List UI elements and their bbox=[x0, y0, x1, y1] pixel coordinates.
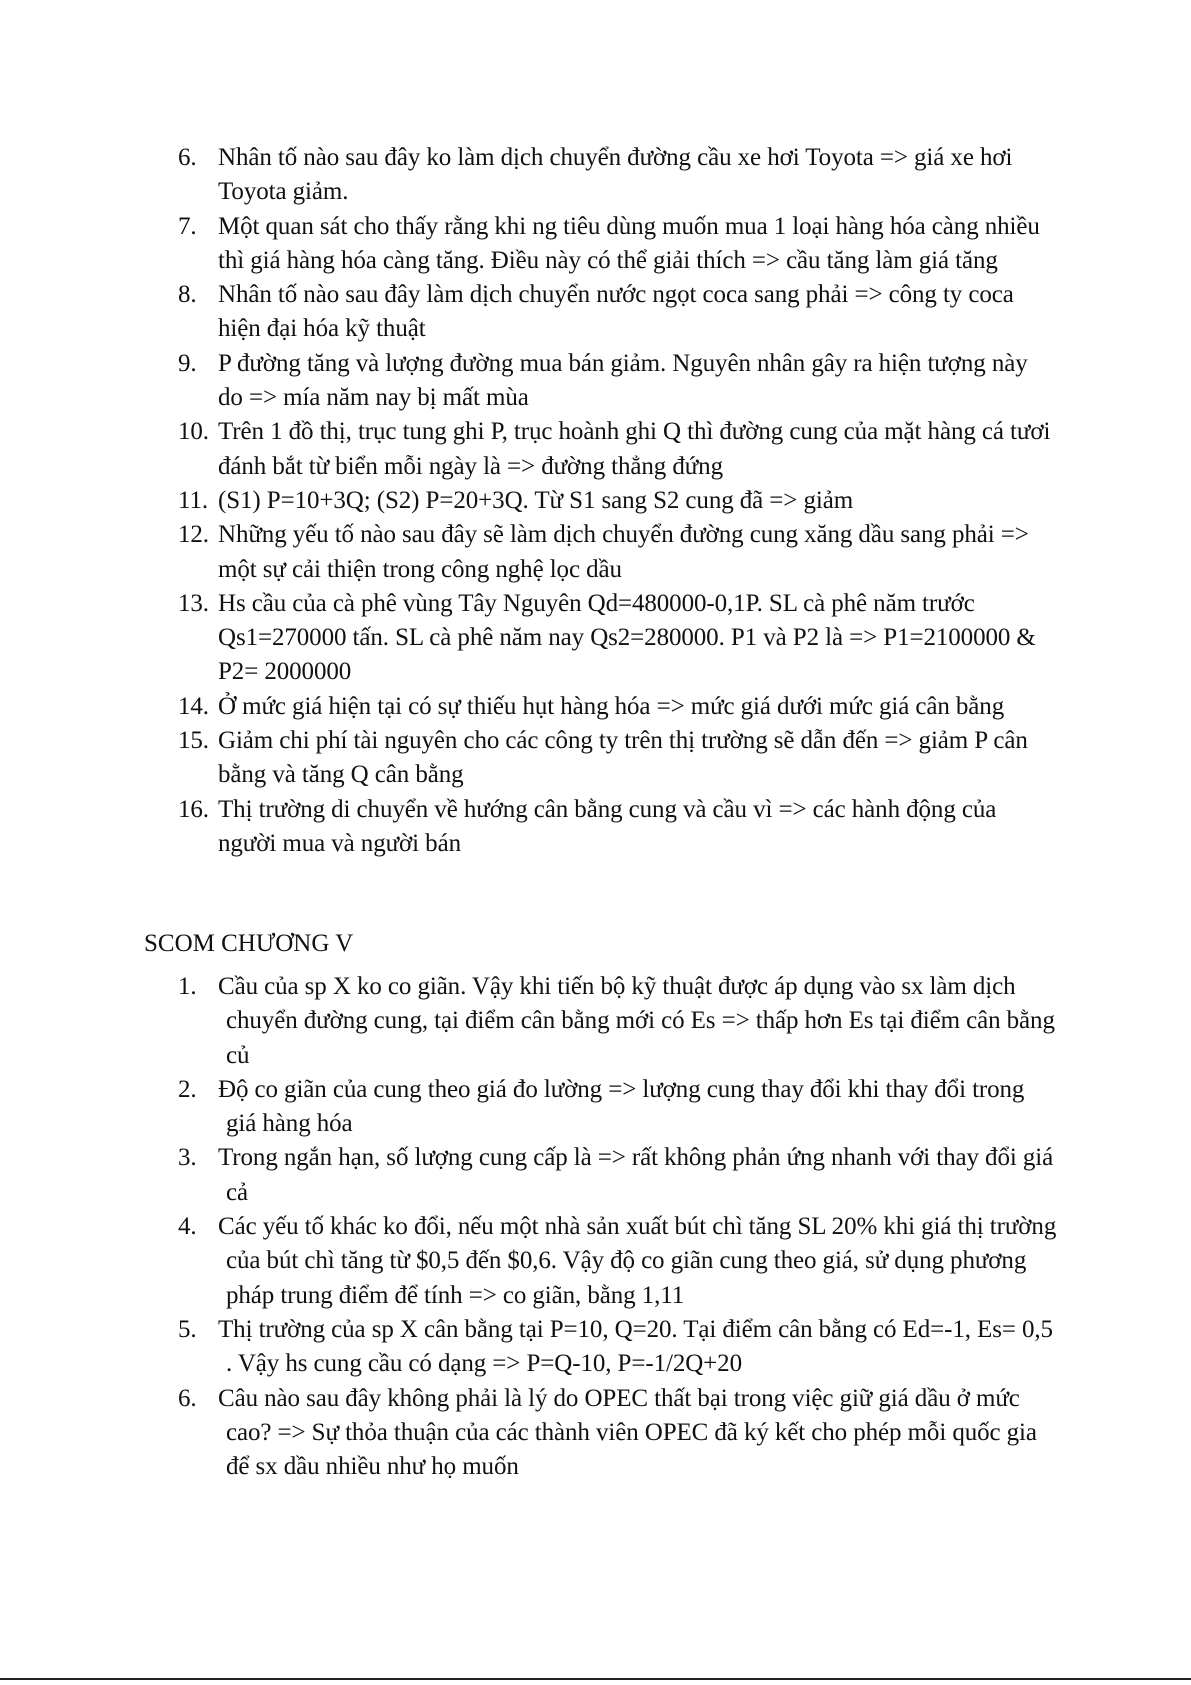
item-number: 2. bbox=[178, 1075, 197, 1103]
item-text: Trong ngắn hạn, số lượng cung cấp là => rất không phản ứng nhanh với thay đổi giá cả bbox=[218, 1144, 1054, 1206]
list-item bbox=[178, 415, 1058, 484]
item-number: 5. bbox=[178, 1315, 197, 1343]
list-item bbox=[178, 347, 1058, 416]
item-text: Một quan sát cho thấy rằng khi ng tiêu dùng muốn mua 1 loại hàng hóa càng nhiều thì giá hàng hóa càng tăng. Điều này có thể giải thích => cầu tăng làm giá tăng bbox=[218, 212, 1040, 274]
answer-list-chapter-iv bbox=[178, 141, 1058, 861]
item-text: Hs cầu của cà phê vùng Tây Nguyên Qd=480000-0,1P. SL cà phê năm trước Qs1=270000 tấn. SL cà phê năm nay Qs2=280000. P1 và P2 là => P1=2100000 & P2= 2000000 bbox=[218, 589, 1036, 686]
item-text: Thị trường của sp X cân bằng tại P=10, Q=20. Tại điểm cân bằng có Ed=-1, Es= 0,5 . Vậy hs cung cầu có dạng => P=Q-10, P=-1/2Q+20 bbox=[218, 1315, 1053, 1378]
item-number: 7. bbox=[178, 212, 197, 240]
item-text: P đường tăng và lượng đường mua bán giảm. Nguyên nhân gây ra hiện tượng này do => mía năm nay bị mất mùa bbox=[218, 349, 1028, 412]
list-item bbox=[178, 587, 1058, 690]
list-item bbox=[178, 793, 1058, 862]
item-number: 8. bbox=[178, 281, 197, 309]
list-item bbox=[178, 724, 1058, 793]
item-number: 11. bbox=[178, 486, 209, 514]
list-item bbox=[178, 1073, 1058, 1142]
item-number: 15. bbox=[178, 727, 209, 755]
item-number: 3. bbox=[178, 1144, 197, 1172]
list-item bbox=[178, 484, 1058, 518]
list-item bbox=[178, 278, 1058, 347]
item-number: 14. bbox=[178, 692, 209, 720]
section-heading: SCOM CHƯƠNG V bbox=[144, 930, 354, 957]
list-item bbox=[178, 210, 1058, 279]
item-number: 9. bbox=[178, 349, 197, 377]
list-item bbox=[178, 1382, 1058, 1485]
list-item bbox=[178, 690, 1058, 724]
item-text: Thị trường di chuyển về hướng cân bằng cung và cầu vì => các hành động của người mua và người bán bbox=[218, 795, 997, 857]
item-text: Độ co giãn của cung theo giá đo lường => lượng cung thay đổi khi thay đổi trong giá hàng hóa bbox=[218, 1075, 1025, 1138]
list-item bbox=[178, 1141, 1058, 1210]
item-number: 12. bbox=[178, 521, 209, 549]
item-text: (S1) P=10+3Q; (S2) P=20+3Q. Từ S1 sang S2 cung đã => giảm bbox=[218, 486, 854, 514]
item-text: Giảm chi phí tài nguyên cho các công ty trên thị trường sẽ dẫn đến => giảm P cân bằng và tăng Q cân bằng bbox=[218, 727, 1028, 789]
list-item bbox=[178, 518, 1058, 587]
item-number: 13. bbox=[178, 589, 209, 617]
list-item bbox=[178, 970, 1058, 1073]
item-text: Câu nào sau đây không phải là lý do OPEC thất bại trong việc giữ giá dầu ở mức cao? => Sự thỏa thuận của các thành viên OPEC đã ký kết cho phép mỗi quốc gia để sx dầu nhiều như họ muốn bbox=[218, 1384, 1037, 1481]
item-text: Những yếu tố nào sau đây sẽ làm dịch chuyển đường cung xăng dầu sang phải => một sự cải thiện trong công nghệ lọc dầu bbox=[218, 521, 1029, 583]
item-text: Nhân tố nào sau đây ko làm dịch chuyển đường cầu xe hơi Toyota => giá xe hơi Toyota giảm. bbox=[218, 144, 1013, 206]
item-text: Trên 1 đồ thị, trục tung ghi P, trục hoành ghi Q thì đường cung của mặt hàng cá tươi đánh bắt từ biển mỗi ngày là => đường thẳng đứng bbox=[218, 418, 1051, 480]
item-text: Các yếu tố khác ko đổi, nếu một nhà sản xuất bút chì tăng SL 20% khi giá thị trường của bút chì tăng từ $0,5 đến $0,6. Vậy độ co giãn cung theo giá, sử dụng phương pháp trung điểm để tính => co giãn, bằng 1,11 bbox=[218, 1213, 1057, 1309]
item-number: 16. bbox=[178, 795, 209, 823]
list-item bbox=[178, 141, 1058, 210]
item-number: 6. bbox=[178, 1384, 197, 1412]
list-item bbox=[178, 1313, 1058, 1382]
item-number: 10. bbox=[178, 418, 209, 446]
answer-list-chapter-v bbox=[178, 970, 1058, 1484]
item-text: Nhân tố nào sau đây làm dịch chuyển nước ngọt coca sang phải => công ty coca hiện đại hóa kỹ thuật bbox=[218, 281, 1014, 343]
item-text: Ở mức giá hiện tại có sự thiếu hụt hàng hóa => mức giá dưới mức giá cân bằng bbox=[218, 692, 1005, 720]
item-number: 4. bbox=[178, 1213, 197, 1241]
item-number: 1. bbox=[178, 973, 197, 1000]
item-text: Cầu của sp X ko co giãn. Vậy khi tiến bộ kỹ thuật được áp dụng vào sx làm dịch chuyển đường cung, tại điểm cân bằng mới có Es => thấp hơn Es tại điểm cân bằng củ bbox=[218, 973, 1055, 1069]
item-number: 6. bbox=[178, 144, 197, 171]
footer-divider bbox=[0, 1678, 1191, 1680]
list-item bbox=[178, 1210, 1058, 1313]
